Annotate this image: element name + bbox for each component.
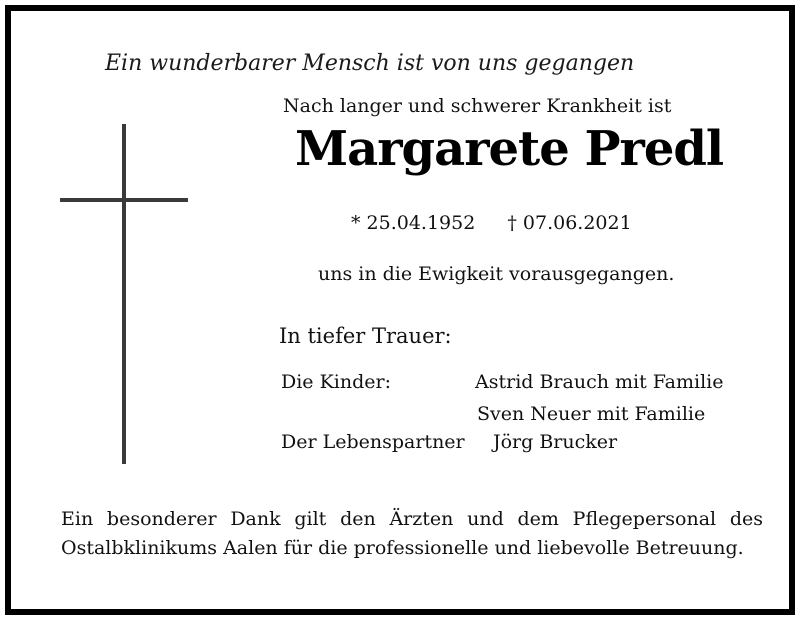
- mourner-names: Jörg Brucker: [493, 431, 618, 453]
- mourner-names: Astrid Brauch mit Familie: [475, 371, 724, 393]
- outro-text: uns in die Ewigkeit vorausgegangen.: [318, 263, 675, 285]
- deceased-name: Margarete Predl: [295, 121, 724, 177]
- cross-icon: [122, 124, 126, 464]
- mourner-relation: Die Kinder:: [281, 371, 391, 393]
- mourner-relation: Der Lebenspartner: [281, 431, 465, 453]
- death-date: † 07.06.2021: [507, 212, 632, 234]
- mourner-names: Sven Neuer mit Familie: [477, 403, 706, 425]
- obituary-notice: [5, 5, 795, 615]
- birth-date: * 25.04.1952: [351, 212, 476, 234]
- motto: Ein wunderbarer Mensch ist von uns gegangen: [105, 51, 635, 76]
- thanks-paragraph: Ein besonderer Dank gilt den Ärzten und dem Pflegepersonal des Ostalbklinikums Aalen für die professionelle und liebevolle Betreuung.: [61, 508, 763, 559]
- life-dates: [351, 212, 632, 234]
- mourning-heading: In tiefer Trauer:: [279, 324, 452, 348]
- cross-icon-bar: [60, 198, 188, 202]
- intro-text: Nach langer und schwerer Krankheit ist: [283, 95, 672, 117]
